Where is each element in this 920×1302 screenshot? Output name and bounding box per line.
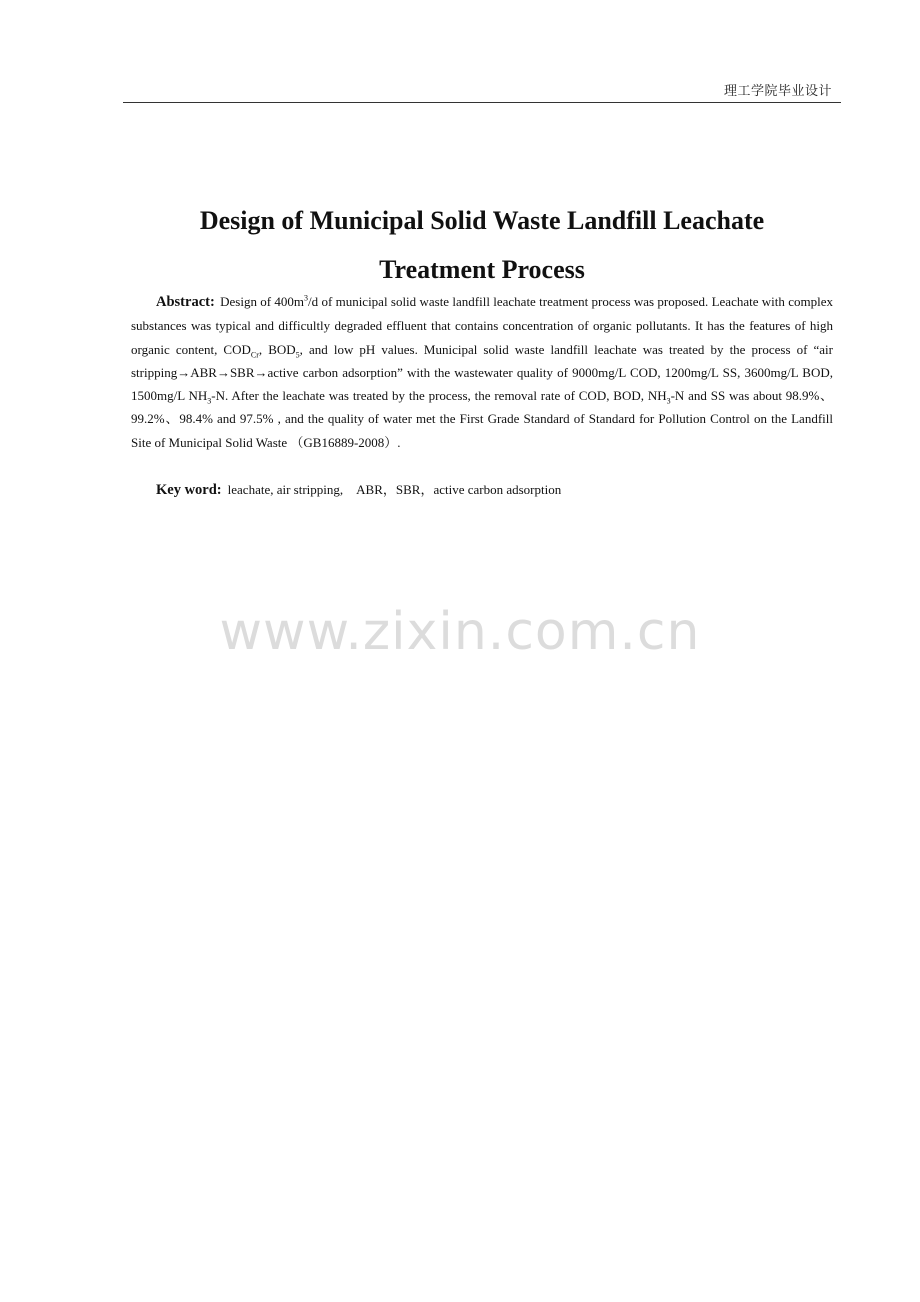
header-rule [123, 102, 841, 103]
abstract-label: Abstract: [156, 294, 215, 310]
abstract-text-5: -N. After the leachate was treated by the process, the removal rate of COD, BOD, NH [211, 388, 667, 404]
keywords-text: leachate, air stripping, ABR，SBR，active carbon adsorption [227, 482, 562, 497]
abstract-text-6: -N and SS was about 98.9%、99.2%、98.4% and 97.5% , and the quality of water met the First Grade Standard of Standard for Pollution Control on the Landfill Site of Municipal Solid Waste （GB16889-2008）. [131, 388, 833, 450]
title-line-2: Treatment Process [379, 255, 585, 284]
abstract-text-2: /d of municipal solid waste landfill leachate treatment process was proposed. Leachate with complex substances was typical and difficultly degraded effluent that contains concentration of organic pollutants. It has the features of high organic content, COD [131, 294, 833, 357]
watermark: www.zixin.com.cn [219, 602, 701, 662]
abstract-subscript-cr: Cr [250, 350, 259, 360]
keywords-line [156, 478, 561, 502]
abstract-paragraph [131, 290, 833, 454]
abstract-text-1: Design of 400m [220, 294, 305, 309]
title-line-1: Design of Municipal Solid Waste Landfill Leachate [199, 206, 765, 235]
running-header: 理工学院毕业设计 [723, 84, 832, 99]
abstract-subscript-5: 5 [295, 350, 300, 360]
abstract-subscript-3b: 3 [666, 396, 671, 406]
abstract-text-4: , and low pH values. Municipal solid waste landfill leachate was treated by the process of “air stripping→ABR→SBR→active carbon adsorption” with the wastewater quality of 9000mg/L COD, 1200mg/L SS, 3600mg/L BOD, 1500mg/L NH [131, 341, 833, 404]
document-title [100, 196, 864, 294]
abstract-subscript-3a: 3 [207, 396, 212, 406]
abstract-superscript: 3 [304, 293, 309, 303]
keywords-label: Key word: [156, 482, 222, 498]
abstract-text-3: , BOD [258, 341, 296, 357]
